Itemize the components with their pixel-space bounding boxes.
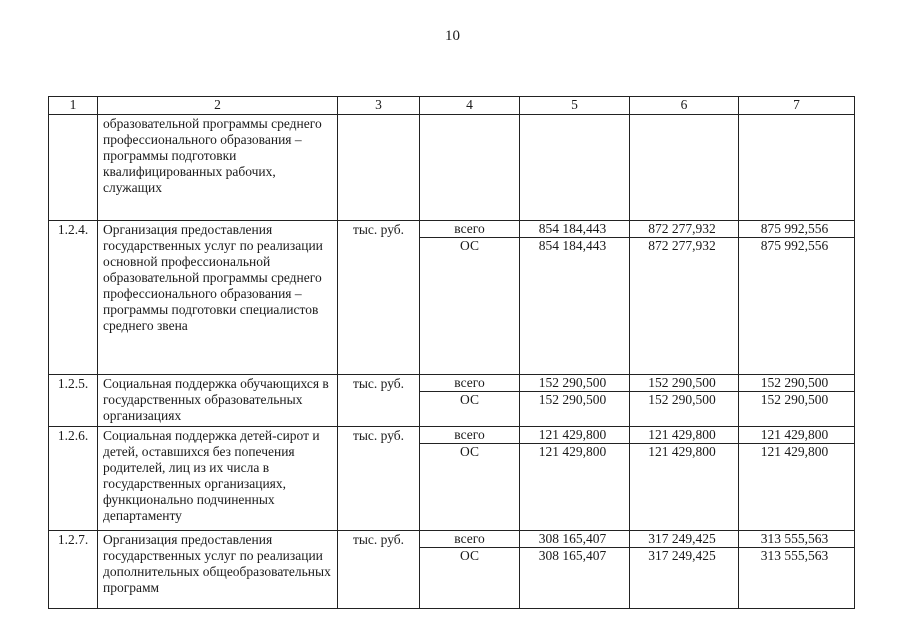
page-number: 10 — [445, 28, 460, 44]
value-cell-col5 — [520, 221, 630, 375]
value: 152 290,500 — [520, 375, 629, 392]
item-unit: тыс. руб. — [338, 221, 420, 375]
value: 854 184,443 — [538, 238, 607, 253]
funding-type: ОС — [460, 548, 479, 563]
value: 313 555,563 — [760, 548, 829, 563]
value-cell-col7 — [739, 221, 855, 375]
value: 317 249,425 — [648, 548, 716, 563]
funding-type: ОС — [460, 392, 479, 407]
value: 121 429,800 — [538, 444, 607, 459]
funding-type-cell — [420, 375, 520, 427]
value-cell-col5 — [520, 531, 630, 609]
item-name: Социальная поддержка обучающихся в государственных образовательных организациях — [98, 375, 338, 427]
value: 854 184,443 — [520, 221, 629, 238]
value: 313 555,563 — [739, 531, 854, 548]
item-name: Социальная поддержка детей-сирот и детей, оставшихся без попечения родителей, лиц из их числа в государственных организациях, функционально подчиненных департаменту — [98, 427, 338, 531]
value-cell-col5 — [520, 427, 630, 531]
item-number: 1.2.6. — [49, 427, 98, 531]
value: 121 429,800 — [630, 427, 738, 444]
value: 121 429,800 — [760, 444, 829, 459]
column-header: 2 — [98, 97, 338, 115]
value-cell-col7 — [739, 375, 855, 427]
funding-type: всего — [420, 531, 519, 548]
column-header: 3 — [338, 97, 420, 115]
value: 875 992,556 — [760, 238, 829, 253]
value-cell-col6 — [630, 375, 739, 427]
value: 152 290,500 — [630, 375, 738, 392]
funding-type: всего — [420, 221, 519, 238]
funding-type-cell — [420, 221, 520, 375]
value-cell-col6 — [630, 221, 739, 375]
table-row — [49, 375, 855, 427]
value: 152 290,500 — [739, 375, 854, 392]
table-row — [49, 531, 855, 609]
funding-type: всего — [420, 375, 519, 392]
column-header: 4 — [420, 97, 520, 115]
item-number: 1.2.4. — [49, 221, 98, 375]
value: 121 429,800 — [520, 427, 629, 444]
value: 308 165,407 — [520, 531, 629, 548]
funding-type: ОС — [460, 238, 479, 253]
table-row — [49, 427, 855, 531]
value: 152 290,500 — [538, 392, 607, 407]
empty-cell — [420, 115, 520, 221]
empty-cell — [739, 115, 855, 221]
funding-type-cell — [420, 531, 520, 609]
column-header: 5 — [520, 97, 630, 115]
value-cell-col6 — [630, 531, 739, 609]
value: 875 992,556 — [739, 221, 854, 238]
value-cell-col6 — [630, 427, 739, 531]
budget-table — [48, 96, 855, 609]
value-cell-col5 — [520, 375, 630, 427]
value: 872 277,932 — [630, 221, 738, 238]
value: 152 290,500 — [760, 392, 829, 407]
column-header: 6 — [630, 97, 739, 115]
value: 872 277,932 — [648, 238, 716, 253]
item-number: 1.2.5. — [49, 375, 98, 427]
table-row — [49, 115, 855, 221]
item-name: образовательной программы среднего профессионального образования – программы подготовки квалифицированных рабочих, служащих — [98, 115, 338, 221]
column-header: 7 — [739, 97, 855, 115]
value: 317 249,425 — [630, 531, 738, 548]
funding-type: ОС — [460, 444, 479, 459]
item-name: Организация предоставления государственных услуг по реализации дополнительных общеобразовательных программ — [98, 531, 338, 609]
column-header: 1 — [49, 97, 98, 115]
item-unit: тыс. руб. — [338, 531, 420, 609]
empty-cell — [520, 115, 630, 221]
funding-type: всего — [420, 427, 519, 444]
funding-type-cell — [420, 427, 520, 531]
value: 152 290,500 — [648, 392, 716, 407]
item-name: Организация предоставления государственных услуг по реализации основной профессиональной образовательной программы среднего профессионального образования – программы подготовки специалистов среднего звена — [98, 221, 338, 375]
item-unit: тыс. руб. — [338, 375, 420, 427]
item-unit — [338, 115, 420, 221]
value: 121 429,800 — [648, 444, 716, 459]
item-unit: тыс. руб. — [338, 427, 420, 531]
value: 121 429,800 — [739, 427, 854, 444]
table-row — [49, 221, 855, 375]
column-number-row — [49, 97, 855, 115]
value-cell-col7 — [739, 427, 855, 531]
item-number — [49, 115, 98, 221]
item-number: 1.2.7. — [49, 531, 98, 609]
value-cell-col7 — [739, 531, 855, 609]
empty-cell — [630, 115, 739, 221]
value: 308 165,407 — [538, 548, 607, 563]
